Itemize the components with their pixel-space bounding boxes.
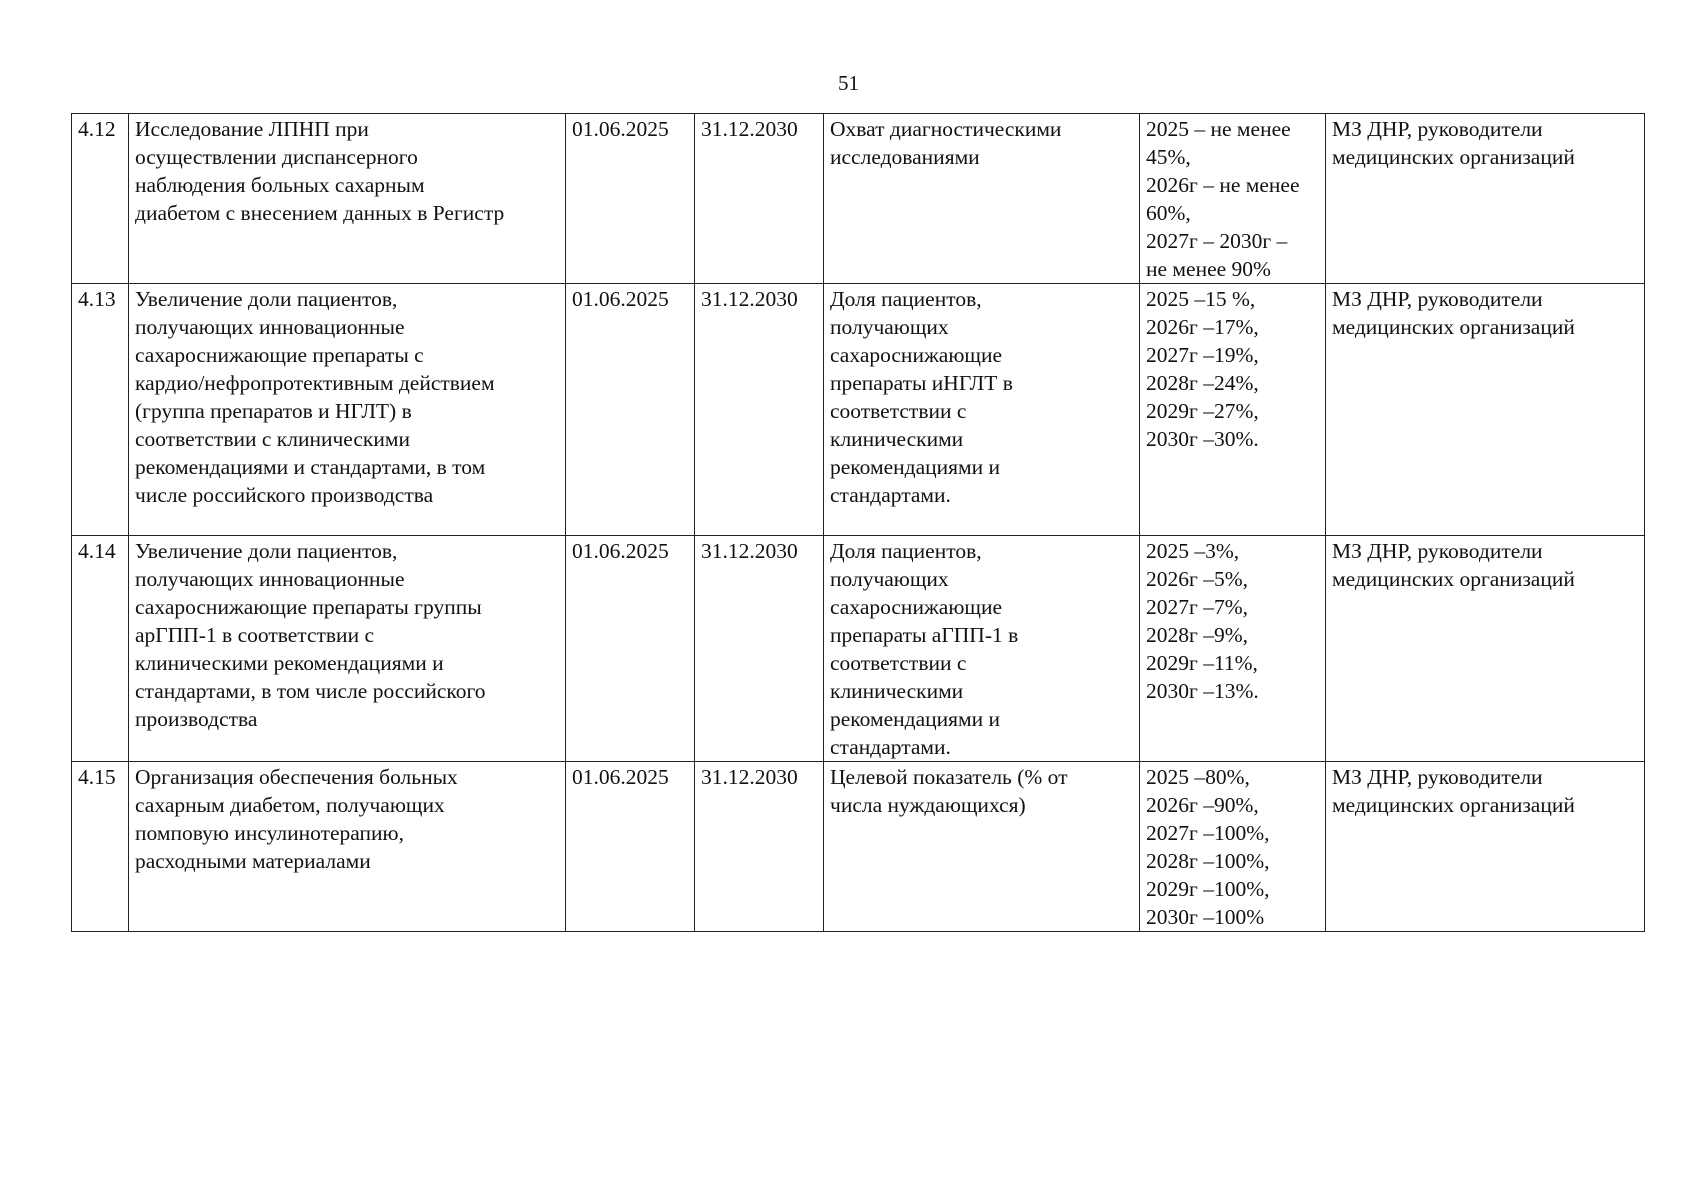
end-date-cell: 31.12.2030 xyxy=(695,762,824,932)
table-row xyxy=(72,284,1645,536)
target-values-cell: 2025 – не менее 45%, 2026г – не менее 60%, 2027г – 2030г – не менее 90% xyxy=(1140,114,1326,284)
indicator-cell: Охват диагностическими исследованиями xyxy=(824,114,1140,284)
start-date-cell: 01.06.2025 xyxy=(566,762,695,932)
start-date-cell: 01.06.2025 xyxy=(566,284,695,536)
target-values-cell: 2025 –3%, 2026г –5%, 2027г –7%, 2028г –9%, 2029г –11%, 2030г –13%. xyxy=(1140,536,1326,762)
responsible-cell: МЗ ДНР, руководители медицинских организаций xyxy=(1326,284,1645,536)
activity-cell: Организация обеспечения больных сахарным диабетом, получающих помповую инсулинотерапию, расходными материалами xyxy=(129,762,566,932)
indicator-cell: Доля пациентов, получающих сахароснижающие препараты иНГЛТ в соответствии с клиническими рекомендациями и стандартами. xyxy=(824,284,1140,536)
activity-cell: Увеличение доли пациентов, получающих инновационные сахароснижающие препараты группы арГПП-1 в соответствии с клиническими рекомендациями и стандартами, в том числе российского производства xyxy=(129,536,566,762)
row-number: 4.13 xyxy=(72,284,129,536)
indicator-cell: Целевой показатель (% от числа нуждающихся) xyxy=(824,762,1140,932)
indicator-cell: Доля пациентов, получающих сахароснижающие препараты аГПП-1 в соответствии с клиническими рекомендациями и стандартами. xyxy=(824,536,1140,762)
end-date-cell: 31.12.2030 xyxy=(695,284,824,536)
end-date-cell: 31.12.2030 xyxy=(695,536,824,762)
activity-cell: Увеличение доли пациентов, получающих инновационные сахароснижающие препараты с кардио/нефропротективным действием (группа препаратов и НГЛТ) в соответствии с клиническими рекомендациями и стандартами, в том числе российского производства xyxy=(129,284,566,536)
row-number: 4.14 xyxy=(72,536,129,762)
responsible-cell: МЗ ДНР, руководители медицинских организаций xyxy=(1326,762,1645,932)
responsible-cell: МЗ ДНР, руководители медицинских организаций xyxy=(1326,114,1645,284)
table-row xyxy=(72,536,1645,762)
responsible-cell: МЗ ДНР, руководители медицинских организаций xyxy=(1326,536,1645,762)
measures-table xyxy=(71,113,1645,932)
end-date-cell: 31.12.2030 xyxy=(695,114,824,284)
table-row xyxy=(72,762,1645,932)
activity-cell: Исследование ЛПНП при осуществлении диспансерного наблюдения больных сахарным диабетом с внесением данных в Регистр xyxy=(129,114,566,284)
row-number: 4.12 xyxy=(72,114,129,284)
page-number: 51 xyxy=(838,71,859,95)
target-values-cell: 2025 –80%, 2026г –90%, 2027г –100%, 2028г –100%, 2029г –100%, 2030г –100% xyxy=(1140,762,1326,932)
start-date-cell: 01.06.2025 xyxy=(566,114,695,284)
row-number: 4.15 xyxy=(72,762,129,932)
start-date-cell: 01.06.2025 xyxy=(566,536,695,762)
table-row xyxy=(72,114,1645,284)
target-values-cell: 2025 –15 %, 2026г –17%, 2027г –19%, 2028г –24%, 2029г –27%, 2030г –30%. xyxy=(1140,284,1326,536)
